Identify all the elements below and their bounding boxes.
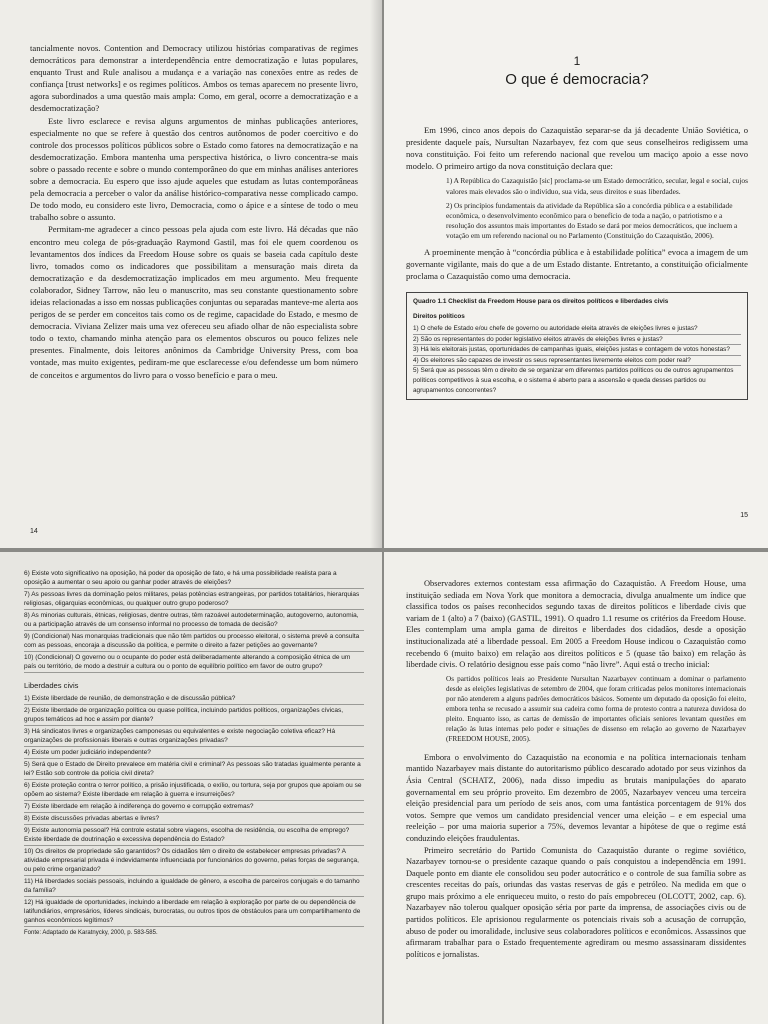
right-intro-paragraph: Em 1996, cinco anos depois do Cazaquistão separar-se da já decadente União Soviética, o presidente daquele país, Nursultan Nazarbayev, fez com que seus conselheiros redigissem uma nova constituição. Foi feito um referendo nacional que revelou um maciço apoio a esse novo modelo. O primeiro artigo da nova constituição declara que: xyxy=(406,125,748,172)
freedom-house-quote: Os partidos políticos leais ao Presidente Nursultan Nazarbayev continuam a dominar o parlamento desde as eleições legislativas de setembro de 2004, que foram criticadas pelos monitores internacionais por não atenderem a alguns padrões democráticos básicos. Somente um deputado da oposição foi eleito, embora tenha se recusado a assumir sua cadeira como forma de protesto contra a natureza duvidosa do pleito. Enquanto isso, as cartas de demissão de importantes oficiais seniores levantam questões em relação às lutas internas pelo poder e situações de dissenso em relação ao governo de Nazarbayev (FREEDOM HOUSE, 2005). xyxy=(446,674,746,743)
left-page-number: 14 xyxy=(30,528,38,535)
political-rights-item: 9) (Condicional) Nas monarquias tradicionais que não têm partidos ou processo eleitoral, o sistema prevê a consulta com as pessoas, encoraja a discussão da política, e permite o direito a fazer petições ao governante? xyxy=(24,631,364,652)
right-after-quote-paragraph: A proeminente menção à “concórdia pública e à estabilidade política” evoca a imagem de um governante vigilante, mais do que a de um Estado distante. Entretanto, a constituição oficialmente proclama o Cazaquistão como uma democracia. xyxy=(406,246,748,281)
right-page-body xyxy=(406,124,748,172)
bottom-right-paragraph-1: Observadores externos contestam essa afirmação do Cazaquistão. A Freedom House, uma instituição sediada em Nova York que monitora a democracia, divulga anualmente um índice que classifica todos os países reconhecidos segundo taxas de direitos políticos e liberdade civis que variam de 1 (alto) a 7 (baixo) (GASTIL, 1991). O quadro 1.1 resume os critérios da Freedom House. Eles contemplam uma ampla gama de direitos e liberdades dos cidadãos, desde a oposição institucionalizada até a liberdade pessoal. Em 2005 a Freedom House indicou o Cazaquistão como recebendo 6 (muito baixo) em relação aos direitos políticos e 5 (quase tão baixo) em relação às liberdade civis. O relatório designou esse país como “não livre”. Aqui está o trecho inicial: xyxy=(406,579,746,670)
civil-liberties-item: 2) Existe liberdade de organização política ou quase política, incluindo partidos políticos, organizações cívicas, grupos temáticos ad hoc e assim por diante? xyxy=(24,705,364,726)
page-gutter-shadow xyxy=(370,0,382,548)
bottom-right-book-page xyxy=(384,552,768,1024)
civil-liberties-item: 12) Há igualdade de oportunidades, incluindo a liberdade em relação à exploração por parte de ou dependência de latifundiários, empresários, líderes sindicais, burocratas, ou outros tipos de obstáculos para um compartilhamento de ganhos econômicos legítimos? xyxy=(24,897,364,927)
civil-liberties-item: 7) Existe liberdade em relação à indiferença do governo e corrupção extremas? xyxy=(24,801,364,813)
checklist-political-rights-heading: Direitos políticos xyxy=(413,313,465,321)
chapter-number: 1 xyxy=(573,54,581,68)
constitution-article-2: 2) Os princípios fundamentais da atividade da República são a concórdia pública e a estabilidade econômica, o desenvolvimento econômico para o benefício de toda a nação, o patriotismo e a resolução dos assuntos mais importantes do Estado se dará por meios democráticos, que incluem a votação em um referendo nacional ou no Parlamento (Constituição do Cazaquistão, 2006). xyxy=(446,200,738,241)
political-rights-item: 7) As pessoas livres da dominação pelos militares, pelas potências estrangeiras, por partidos totalitários, hierarquias religiosas, oligarquias econômicas, ou qualquer outro grupo poderoso? xyxy=(24,589,364,610)
checklist-box-title: Quadro 1.1 Checklist da Freedom House para os direitos políticos e liberdades civis xyxy=(413,297,669,305)
political-rights-item: 10) (Condicional) O governo ou o ocupante do poder está deliberadamente alterando a composição étnica de um país ou território, de modo a destruir a cultura ou o ponto de equilíbrio político em favor de outro grupo? xyxy=(24,652,364,673)
checklist-item: 3) Há leis eleitorais justas, oportunidades de campanhas iguais, eleições justas e contagem de votos honestas? xyxy=(413,345,741,356)
checklist-item: 2) São os representantes do poder legislativo eleitos através de eleições livres e justas? xyxy=(413,335,741,346)
civil-liberties-item: 6) Existe proteção contra o terror político, a prisão injustificada, o exílio, ou tortura, seja por grupos que apoiam ou se opõem ao sistema? Existe liberdade em relação à guerra e insurreições? xyxy=(24,780,364,801)
bottom-right-paragraph-3: Primeiro secretário do Partido Comunista do Cazaquistão durante o regime soviético, Nazarbayev tornou-se o presidente cazaque quando o país conquistou a independência em 1991. Daquele ponto em diante ele consolidou seu poder autocrático e o controle de sua família sobre as crescentes receitas do país, oriundas das vastas reservas de gás e petróleo. Na medida em que o grupo mais próximo a ele enriqueceu muito, o resto do país empobreceu (OLCOTT, 2002, cap. 6). Nazarbayev não tolerou qualquer oposição séria por parte da imprensa, de associações civis ou de partidos políticos. Ele aprisionou regularmente os potenciais rivais sob a acusação de corrupção, abuso de poder ou imoralidade, inclusive seus colaboradores políticos e econômicos. Assassinos que afirmaram trabalhar para o Estado frequentemente agrediram ou mesmo assassinaram dissidentes políticos e jornalistas. xyxy=(406,845,746,959)
right-book-page xyxy=(384,0,768,548)
civil-liberties-item: 10) Os direitos de propriedade são garantidos? Os cidadãos têm o direito de estabelecer empresas privadas? A atividade empresarial privada é indevidamente influenciada por funcionários do governo, pelas forças de segurança, ou pelo crime organizado? xyxy=(24,846,364,876)
left-book-page xyxy=(0,0,382,548)
freedom-house-checklist-box xyxy=(406,292,748,400)
bottom-right-paragraph-2: Embora o envolvimento do Cazaquistão na economia e na política internacionais tenham mantido Nazarbayev mais distante do autoritarismo público descarado adotado por seus vizinhos da Ásia Central (SCHATZ, 2006), nada disso impediu as brutais manipulações do aparato governamental em seu próprio proveito. Em dezembro de 2005, Nazarbayev venceu uma terceira eleição presidencial para um período de seis anos, com uma fantástica porcentagem de 91% dos votos. Sempre que vemos um candidato presidencial vencer uma eleição – e em especial uma reeleição – por uma maioria superior a 75%, devemos levantar a hipótese de que o regime está conduzindo eleições fraudulentas. xyxy=(406,752,746,843)
civil-liberties-item: 5) Será que o Estado de Direito prevalece em matéria civil e criminal? As pessoas são tratadas igualmente perante a lei? Estão sob controle da polícia civil direta? xyxy=(24,759,364,780)
right-page-number: 15 xyxy=(740,512,748,519)
civil-liberties-item: 1) Existe liberdade de reunião, de demonstração e de discussão pública? xyxy=(24,693,364,705)
bottom-left-book-page xyxy=(0,552,382,1024)
checklist-item: 4) Os eleitores são capazes de investir os seus representantes livremente eleitos com poder real? xyxy=(413,356,741,367)
left-paragraph-3: Permitam-me agradecer a cinco pessoas pela ajuda com este livro. Há décadas que não encontro meu colega de pós-graduação Raymond Gastil, mas foi ele quem coordenou os levantamentos dos índices da Freedom House sobre os quais se baseia cada capítulo deste livro, tomados como os indicadores que possibilitam a mensuração mais direta da democratização e da desdemocratização implicados em meu argumento. Meu frequente colaborador, Sidney Tarrow, não leu o manuscrito, mas seu constante questionamento sobre ideias relacionadas a isso em nossas publicações conjuntas ou separadas manteve-me alerta aos perigos de se perder em conceitos tais como os de regime, capacidade do Estado, e mesmo de democracia. Viviana Zelizer mais uma vez ofereceu seu afiado olhar de não especialista sobre todo o texto, chamando minha atenção para os elementos obscuros ou pouco felizes nele presentes. Finalmente, dois leitores anônimos da Cambridge University Press, com boa vontade, mas muito exigentes, pediram-me que esclarecesse e/ou defendesse um bom número de conceitos e argumentos do livro para o vosso benefício e para o meu. xyxy=(30,224,358,380)
checklist-item: 5) Será que as pessoas têm o direito de se organizar em diferentes partidos políticos ou de outros agrupamentos políticos competitivos à sua escolha, e o sistema é aberto para a ascensão e queda desses partidos ou agrupamentos concorrentes? xyxy=(413,367,734,394)
civil-liberties-item: 9) Existe autonomia pessoal? Há controle estatal sobre viagens, escolha de residência, ou escolha de emprego? Existe liberdade de doutrinação e excessiva dependência do Estado? xyxy=(24,825,364,846)
political-rights-item: 8) As minorias culturais, étnicas, religiosas, dentre outras, têm razoável autodeterminação, autogoverno, autonomia, ou a participação através de um consenso informal no processo de tomada de decisão? xyxy=(24,610,364,631)
civil-liberties-heading: Liberdades civis xyxy=(24,681,79,690)
civil-liberties-item: 8) Existe discussões privadas abertas e livres? xyxy=(24,813,364,825)
right-page-body-2 xyxy=(406,246,748,282)
civil-liberties-item: 4) Existe um poder judiciário independente? xyxy=(24,747,364,759)
left-paragraph-1: tancialmente novos. Contention and Democracy utilizou histórias comparativas de regimes democráticos para demonstrar a interdependência entre democratização e lutas populares, enquanto Trust and Rule analisou a mudança e a variação nas conexões entre as redes de confiança [trust networks] e os regimes políticos. Ambos os temas aparecem no presente livro, agora subordinados a uma questão mais ampla: Como, em geral, ocorre a democratização e a desdemocratização? xyxy=(30,43,358,114)
left-page-body xyxy=(30,42,358,381)
civil-liberties-item: 3) Há sindicatos livres e organizações camponesas ou equivalentes e existe negociação coletiva eficaz? Há organizações de profissionais liberais e outras organizações privadas? xyxy=(24,726,364,747)
constitution-quote xyxy=(446,176,748,241)
constitution-article-1: 1) A República do Cazaquistão [sic] proclama-se um Estado democrático, secular, legal e social, cujos valores mais elevados são o indivíduo, sua vida, seus direitos e suas liberdades. xyxy=(446,176,749,196)
checklist-source: Fonte: Adaptado de Karatnycky, 2000, p. 583-585. xyxy=(24,930,158,936)
checklist-item: 1) O chefe de Estado e/ou chefe de governo ou autoridade eleita através de eleições livres e justas? xyxy=(413,324,741,335)
left-paragraph-2: Este livro esclarece e revisa alguns argumentos de minhas publicações anteriores, especialmente no que se refere à questão dos centros autônomos de poder coercitivo e do controle dos processos políticos públicos sobre o Estado como fatores na democratização e na desdemocratização. Embora mantenha uma perspectiva histórica, o livro concentra-se mais sobre o passado recente e sobre o mundo contemporâneo do que em minhas análises anteriores sobre a democracia. Eu espero que isso ajude aqueles que estudam as lutas contemporâneas pela democracia a perceber o valor da análise histórico-comparativa nesse complicado campo. De todo modo, eu considero este livro, Democracia, como o ápice e a síntese de todo o meu trabalho sobre o assunto. xyxy=(30,115,358,223)
political-rights-item: 6) Existe voto significativo na oposição, há poder da oposição de fato, e há uma possibilidade realista para a oposição a aumentar o seu apoio ou ganhar poder através de eleições? xyxy=(24,568,364,589)
bottom-right-body-2 xyxy=(406,752,746,961)
civil-liberties-item: 11) Há liberdades sociais pessoais, incluindo a igualdade de gênero, a escolha de parceiros conjugais e do tamanho da família? xyxy=(24,876,364,897)
chapter-title: O que é democracia? xyxy=(505,71,649,88)
bottom-right-body xyxy=(406,578,746,671)
